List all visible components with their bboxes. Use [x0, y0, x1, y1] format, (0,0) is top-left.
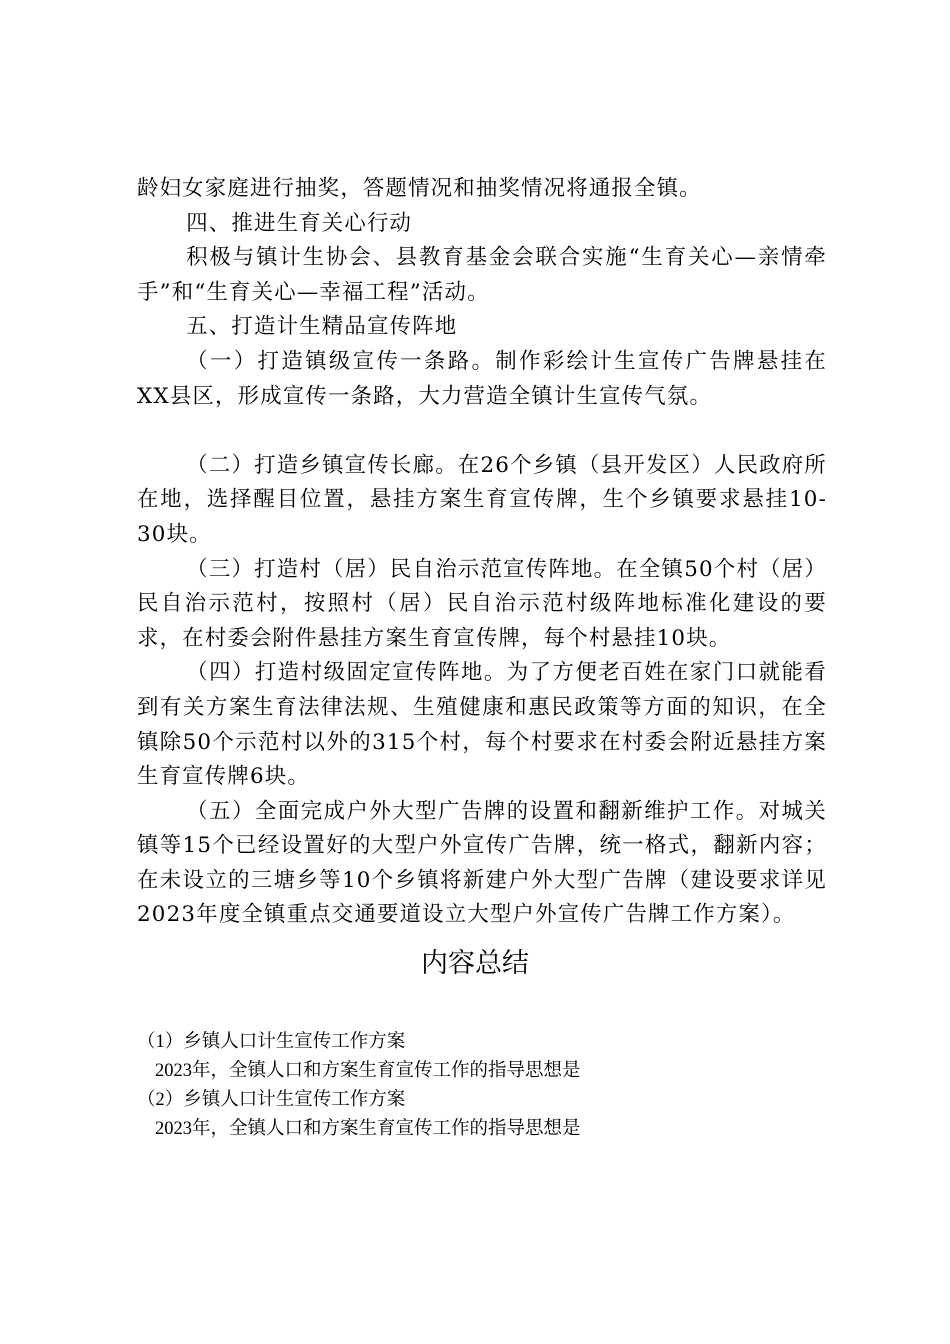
- summary-title: 内容总结: [421, 948, 529, 978]
- section-heading-5: 五、打造计生精品宣传阵地: [186, 314, 458, 340]
- summary-item-desc: 2023年，全镇人口和方案生育宣传工作的指导思想是: [155, 1119, 581, 1139]
- section-heading-4: 四、推进生育关心行动: [186, 210, 413, 236]
- paragraph-item-3: （三）打造村（居）民自治示范宣传阵地。在全镇50个村（居）民自治示范村，按照村（居）民自治示范村级阵地标准化建设的要求，在村委会附件悬挂方案生育宣传牌，每个村悬挂10块。: [137, 556, 827, 651]
- paragraph-item-4: （四）打造村级固定宣传阵地。为了方便老百姓在家门口就能看到有关方案生育法律法规、生殖健康和惠民政策等方面的知识，在全镇除50个示范村以外的315个村，每个村要求在村委会附近悬挂方案生育宣传牌6块。: [137, 660, 827, 790]
- paragraph-item-1: （一）打造镇级宣传一条路。制作彩绘计生宣传广告牌悬挂在XX县区，形成宣传一条路，大力营造全镇计生宣传气氛。: [137, 348, 827, 409]
- paragraph-continuation: 龄妇女家庭进行抽奖，答题情况和抽奖情况将通报全镇。: [137, 176, 702, 201]
- summary-item-title: （1）乡镇人口计生宣传工作方案: [137, 1032, 406, 1052]
- document-body: [137, 172, 827, 933]
- summary-list: [137, 1028, 837, 1144]
- paragraph-item-2: （二）打造乡镇宣传长廊。在26个乡镇（县开发区）人民政府所在地，选择醒目位置，悬挂方案生育宣传牌，生个乡镇要求悬挂10-30块。: [137, 452, 827, 547]
- paragraph-item-5: （五）全面完成户外大型广告牌的设置和翻新维护工作。对城关镇等15个已经设置好的大型户外宣传广告牌，统一格式，翻新内容；在未设立的三塘乡等10个乡镇将新建户外大型广告牌（建设要求详见2023年度全镇重点交通要道设立大型户外宣传广告牌工作方案）。: [137, 798, 827, 928]
- paragraph-section-4: 积极与镇计生协会、县教育基金会联合实施“生育关心—亲情牵手”和“生育关心—幸福工程”活动。: [137, 245, 827, 305]
- summary-item-desc: 2023年，全镇人口和方案生育宣传工作的指导思想是: [155, 1061, 581, 1081]
- summary-item-title: （2）乡镇人口计生宣传工作方案: [137, 1090, 406, 1110]
